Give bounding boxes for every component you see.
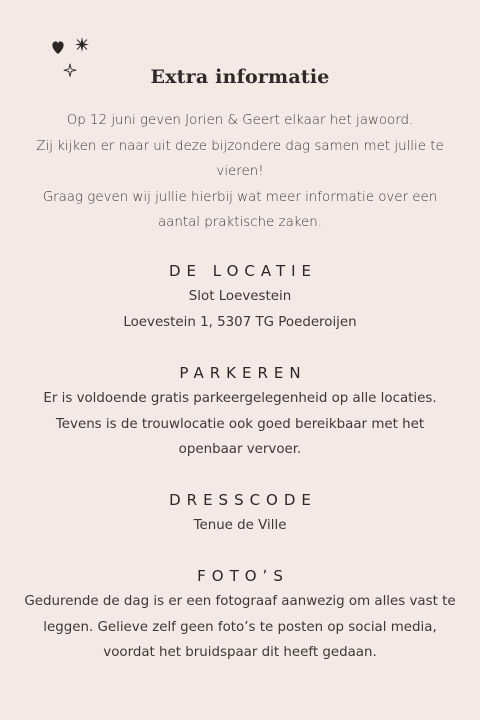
section-line: Loevestein 1, 5307 TG Poederoijen [123,314,357,330]
section-line: Gedurende de dag is er een fotograaf aanwezig om alles vast te [24,594,456,609]
section-line: Tevens is de trouwlocatie ook goed bereikbaar met het [55,416,425,432]
section-line: voordat het bruidspaar dit heeft gedaan. [103,645,377,660]
heart-icon [52,41,63,54]
section-body [10,284,470,335]
section-line: Er is voldoende gratis parkeergelegenheid op alle locaties. [43,391,437,406]
intro-line: Op 12 juni geven Jorien & Geert elkaar het jawoord. [66,113,414,128]
section-body [10,386,470,463]
section-dresscode [10,487,470,539]
intro-paragraph [20,108,460,236]
section-body [10,589,470,666]
section-heading: FOTO’S [197,567,289,585]
intro-line: Zij kijken er naar uit deze bijzondere dag samen met jullie te [36,138,444,154]
section-heading: PARKEREN [179,364,307,382]
section-parking [10,360,470,463]
section-line: openbaar vervoer. [178,442,302,457]
section-body [10,513,470,539]
intro-line: Graag geven wij jullie hierbij wat meer informatie over een [42,189,438,205]
section-heading: DRESSCODE [169,491,317,509]
section-line: Slot Loevestein [188,289,292,304]
section-line: Tenue de Ville [193,518,287,533]
page-title: Extra informatie [150,66,330,88]
section-location [10,258,470,335]
intro-line: vieren! [216,164,264,179]
intro-line: aantal praktische zaken. [157,215,323,230]
section-line: leggen. Gelieve zelf geen foto’s te posten op social media, [43,619,437,635]
section-heading: DE LOCATIE [168,262,318,280]
section-photos [10,563,470,666]
